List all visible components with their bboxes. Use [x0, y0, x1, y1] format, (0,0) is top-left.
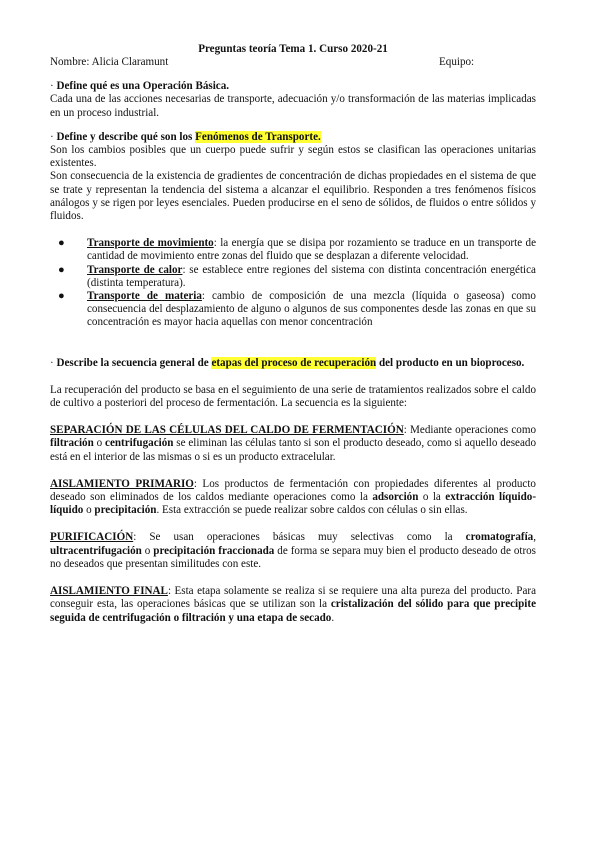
step-heading: AISLAMIENTO PRIMARIO — [50, 477, 194, 490]
list-item: ● Transporte de calor: se establece entre regiones del sistema con distinta concentración energética (distinta temperatura). — [58, 263, 536, 289]
answer-3-intro: La recuperación del producto se basa en el seguimiento de una serie de tratamientos realizados sobre el caldo de cultivo a posteriori del proceso de fermentación. La secuencia es la siguiente: — [50, 383, 536, 410]
answer-2-paragraph-1: Son los cambios posibles que un cuerpo puede sufrir y según estos se clasifican las operaciones unitarias existentes. — [50, 144, 536, 170]
answer-2-paragraph-2: Son consecuencia de la existencia de gradientes de concentración de dichas propiedades en el sistema de que se trate y representan la tendencia del sistema a alcanzar el equilibrio. Responden a tres fenómenos físicos análogos y se rigen por leyes esenciales. Pueden producirse en el seno de sólidos, de fluidos o entre sólidos y fluidos. — [50, 170, 536, 223]
highlight-fenomenos: Fenómenos de Transporte. — [195, 130, 321, 143]
question-1-text: Define qué es una Operación Básica. — [56, 80, 230, 93]
list-item: ● Transporte de materia: cambio de composición de una mezcla (líquida o gaseosa) como consecuencia del desplazamiento de alguno o algunos de sus componentes desde las zonas en que su concentración es mayor hacia aquellas con menor concentración — [58, 290, 536, 329]
name-row — [50, 56, 536, 69]
question-1: · Define qué es una Operación Básica. — [50, 80, 230, 93]
step-aislamiento-final: AISLAMIENTO FINAL: Esta etapa solamente se realiza si se requiere una alta pureza del producto. Para conseguir esta, las operaciones básicas que se utilizan son la cristalización del sólido para que precipite seguida de centrifugación o filtración y una etapa de secado. — [50, 585, 537, 624]
document-page — [50, 43, 536, 625]
term-movimiento: Transporte de movimiento — [87, 237, 214, 250]
team-label: Equipo: — [439, 56, 475, 69]
list-item: ● Transporte de movimiento: la energía que se disipa por rozamiento se traduce en un transporte de cantidad de movimiento entre zonas del fluido que se desplazan a diferente velocidad. — [58, 237, 536, 263]
step-heading: PURIFICACIÓN — [50, 531, 134, 544]
question-2: · Define y describe qué son los Fenómenos de Transporte. — [50, 130, 321, 143]
bullet-icon: ● — [58, 263, 65, 276]
term-materia: Transporte de materia — [87, 290, 202, 303]
question-3: · Describe la secuencia general de etapas del proceso de recuperación del producto en un bioproceso. — [50, 356, 525, 369]
term-calor: Transporte de calor — [87, 263, 183, 276]
transport-list — [50, 237, 536, 329]
bullet-icon: ● — [58, 237, 65, 250]
highlight-etapas: etapas del proceso de recuperación — [211, 356, 377, 369]
step-heading: AISLAMIENTO FINAL — [50, 585, 168, 598]
step-purificacion: PURIFICACIÓN: Se usan operaciones básicas muy selectivas como la cromatografía, ultracentrifugación o precipitación fraccionada de forma se separa muy bien el producto deseado de otros no deseados que presentan similitudes con este. — [50, 531, 537, 570]
step-separacion: SEPARACIÓN DE LAS CÉLULAS DEL CALDO DE FERMENTACIÓN: Mediante operaciones como filtración o centrifugación se eliminan las células tanto si son el producto deseado, como si aquello deseado está en el interior de las mismas o si es un producto extracelular. — [50, 424, 537, 463]
answer-1: Cada una de las acciones necesarias de transporte, adecuación y/o transformación de las materias implicadas en un proceso industrial. — [50, 93, 536, 119]
bullet-icon: ● — [58, 290, 65, 303]
step-aislamiento-primario: AISLAMIENTO PRIMARIO: Los productos de fermentación con propiedades diferentes al producto deseado son eliminados de los caldos mediante operaciones como la adsorción o la extracción líquido-líquido o precipitación. Esta extracción se puede realizar sobre caldos con células o sin ellas. — [50, 477, 537, 517]
step-heading: SEPARACIÓN DE LAS CÉLULAS DEL CALDO DE FERMENTACIÓN — [50, 424, 404, 437]
student-name: Nombre: Alicia Claramunt — [50, 56, 169, 69]
page-title: Preguntas teoría Tema 1. Curso 2020-21 — [198, 43, 388, 55]
